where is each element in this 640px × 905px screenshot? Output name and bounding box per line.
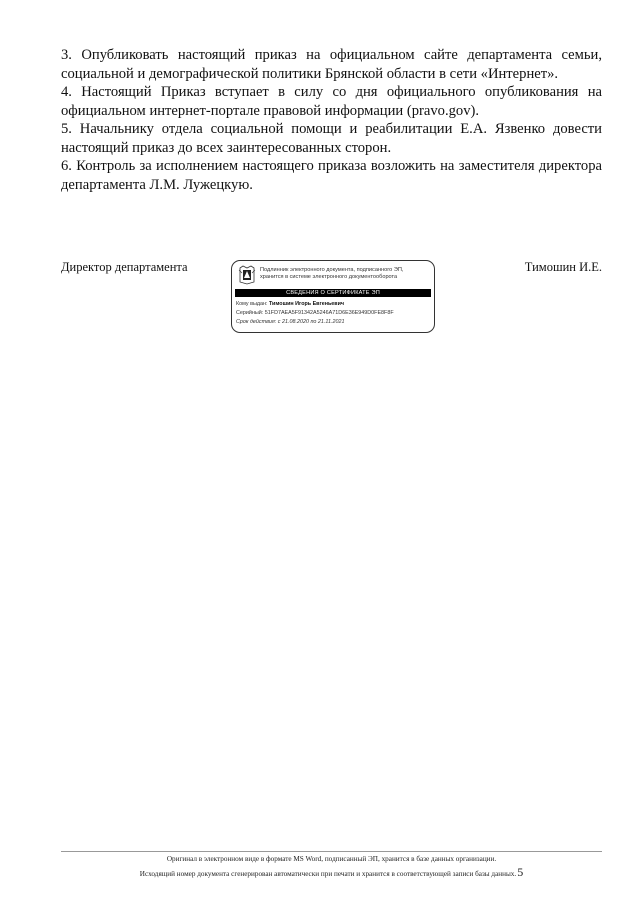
page-number: 5: [517, 865, 524, 879]
stamp-header-line1: Подлинник электронного документа, подписанного ЭП,: [260, 267, 404, 273]
stamp-header-line2: хранится в системе электронного документооборота: [260, 274, 398, 280]
issued-to-value: Тимошин Игорь Евгеньевич: [268, 301, 345, 307]
page-footer: [61, 853, 602, 881]
serial-value: 51FD7AEA5F91342A5246A71D6E36E949D0FE8F8F: [264, 310, 394, 316]
signer-name: Тимошин И.Е.: [524, 260, 602, 274]
footer-line1: Оригинал в электронном виде в формате MS Word, подписанный ЭП, хранится в базе данных организации.: [166, 855, 497, 863]
footer-line2-text: Исходящий номер документа сгенерирован автоматически при печати и хранится в соответствующей записи базы данных.: [139, 870, 517, 878]
serial-label: Серийный:: [236, 310, 264, 316]
certificate-info-bar: СВЕДЕНИЯ О СЕРТИФИКАТЕ ЭП: [235, 289, 431, 297]
footer-line2: [61, 866, 602, 881]
stamp-header: [260, 267, 432, 281]
issued-to-label: Кому выдан:: [236, 301, 268, 307]
validity-row: [236, 319, 345, 326]
paragraph-6: 6. Контроль за исполнением настоящего приказа возложить на заместителя директора департамента Л.М. Лужецкую.: [61, 158, 602, 193]
footer-divider: [61, 851, 602, 852]
signer-position: Директор департамента: [61, 260, 188, 274]
serial-row: [236, 310, 394, 317]
validity-label: Срок действия:: [236, 319, 277, 325]
validity-value: с 21.08.2020 по 21.11.2021: [277, 319, 345, 325]
coat-of-arms-icon: [238, 265, 256, 285]
order-body: [61, 46, 602, 194]
paragraph-3: 3. Опубликовать настоящий приказ на официальном сайте департамента семьи, социальной и демографической политики Брянской области в сети «Интернет».: [61, 47, 602, 82]
issued-to-row: [236, 301, 344, 308]
paragraph-4: 4. Настоящий Приказ вступает в силу со дня официального опубликования на официальном интернет-портале правовой информации (pravo.gov).: [61, 84, 602, 119]
paragraph-5: 5. Начальнику отдела социальной помощи и реабилитации Е.А. Язвенко довести настоящий приказ до всех заинтересованных сторон.: [61, 121, 602, 156]
e-signature-stamp: [231, 260, 435, 333]
